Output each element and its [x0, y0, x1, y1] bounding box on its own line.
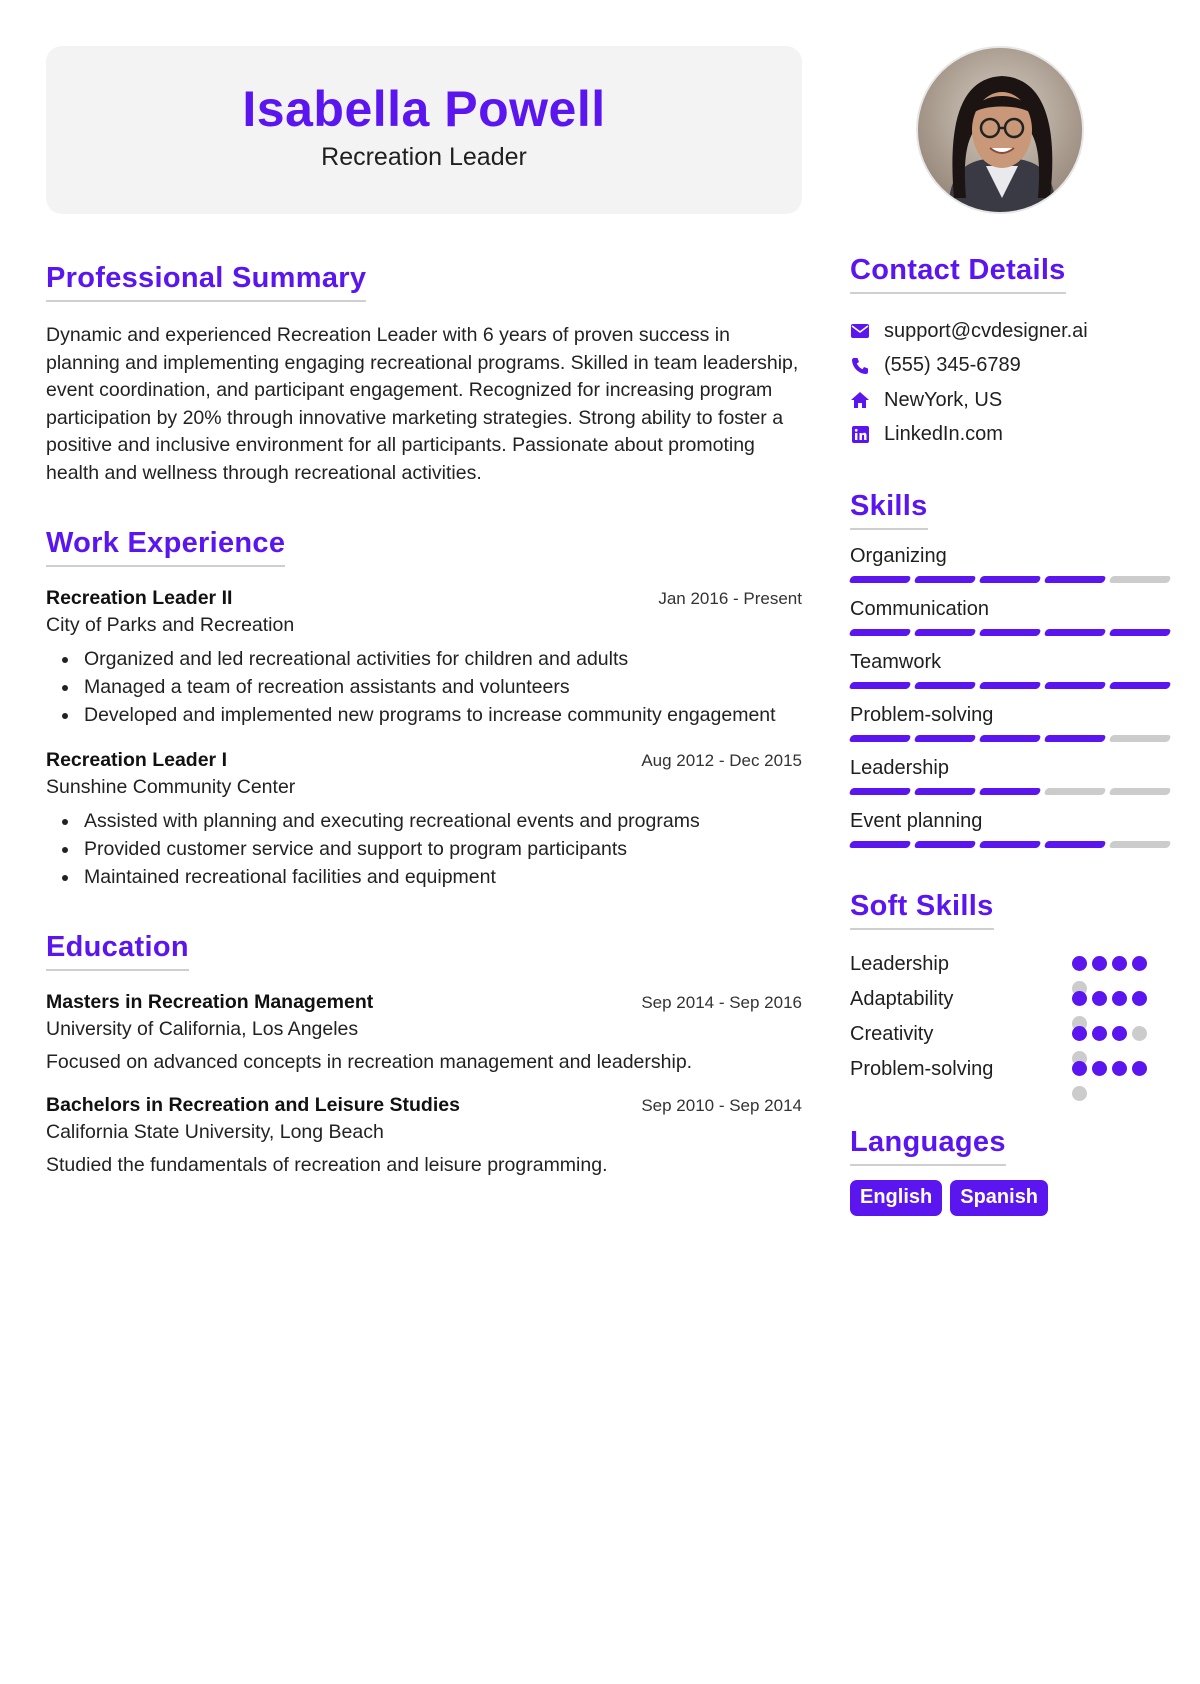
skill-level-bar — [850, 788, 1176, 795]
skill-level-segment — [1109, 841, 1172, 848]
soft-skill-item — [850, 1022, 1176, 1057]
skill-level-bar — [850, 735, 1176, 742]
linkedin-icon — [850, 425, 870, 445]
language-chip: Spanish — [950, 1180, 1048, 1216]
skill-level-segment — [1044, 788, 1107, 795]
skill-level-segment — [1109, 682, 1172, 689]
contact-linkedin-text: LinkedIn.com — [884, 423, 1003, 446]
language-chip: English — [850, 1180, 942, 1216]
soft-skill-item — [850, 952, 1176, 987]
skill-level-segment — [914, 735, 977, 742]
soft-skills-list — [850, 952, 1176, 1092]
rating-dot — [1132, 1026, 1147, 1041]
skill-level-segment — [849, 576, 912, 583]
languages-list — [850, 1180, 1176, 1216]
home-icon — [850, 390, 870, 410]
job-title: Recreation Leader I — [46, 749, 227, 771]
soft-skill-name: Problem-solving — [850, 1058, 994, 1080]
skill-level-segment — [979, 788, 1042, 795]
skill-level-segment — [849, 629, 912, 636]
rating-dot — [1072, 1061, 1087, 1076]
skill-level-segment — [1044, 576, 1107, 583]
skills-list — [850, 544, 1176, 848]
languages-section — [850, 1126, 1176, 1216]
job-bullet: Managed a team of recreation assistants and volunteers — [46, 673, 802, 701]
skill-level-segment — [849, 841, 912, 848]
job-bullets — [46, 645, 802, 729]
rating-dot — [1112, 1026, 1127, 1041]
skill-level-segment — [979, 629, 1042, 636]
rating-dot — [1072, 956, 1087, 971]
job-org: Sunshine Community Center — [46, 776, 296, 798]
skill-level-segment — [914, 788, 977, 795]
skill-level-segment — [979, 841, 1042, 848]
rating-dot — [1072, 991, 1087, 1006]
job-org: City of Parks and Recreation — [46, 614, 295, 636]
job-date: Jan 2016 - Present — [658, 589, 802, 608]
soft-skill-item — [850, 1057, 1176, 1092]
contact-email[interactable] — [850, 314, 1176, 349]
contact-list — [850, 314, 1176, 452]
job-date: Aug 2012 - Dec 2015 — [641, 751, 802, 770]
education-entry — [46, 991, 802, 1074]
job-bullets — [46, 807, 802, 891]
education-description: Studied the fundamentals of recreation and leisure programming. — [46, 1154, 608, 1176]
soft-skill-item — [850, 987, 1176, 1022]
rating-dot — [1092, 956, 1107, 971]
skill-name: Event planning — [850, 810, 983, 832]
skill-level-bar — [850, 841, 1176, 848]
job-entry — [46, 749, 802, 891]
skill-level-segment — [1109, 735, 1172, 742]
candidate-title: Recreation Leader — [321, 143, 527, 171]
skill-level-segment — [914, 629, 977, 636]
sidebar-content — [850, 254, 1176, 1216]
education-heading: Education — [46, 931, 189, 971]
job-bullet: Organized and led recreational activities for children and adults — [46, 645, 802, 673]
skill-level-bar — [850, 682, 1176, 689]
job-bullet: Assisted with planning and executing recreational events and programs — [46, 807, 802, 835]
soft-skills-heading: Soft Skills — [850, 890, 994, 930]
main-column — [46, 46, 802, 1177]
education-section — [46, 931, 802, 1177]
contact-heading: Contact Details — [850, 254, 1066, 294]
rating-dot — [1092, 1061, 1107, 1076]
contact-phone-text: (555) 345-6789 — [884, 354, 1021, 377]
contact-location — [850, 383, 1176, 418]
contact-section — [850, 254, 1176, 452]
school-name: California State University, Long Beach — [46, 1121, 384, 1143]
profile-photo — [916, 46, 1084, 214]
skill-level-segment — [914, 841, 977, 848]
education-date: Sep 2010 - Sep 2014 — [641, 1096, 802, 1115]
skills-heading: Skills — [850, 490, 928, 530]
summary-heading: Professional Summary — [46, 262, 366, 302]
skill-item — [850, 756, 1176, 795]
rating-dot — [1132, 991, 1147, 1006]
summary-text: Dynamic and experienced Recreation Leader with 6 years of proven success in planning and implementing engaging recreational programs. Skilled in team leadership, event coordination, and participant engagement. Recognized for increasing program participation by 20% through innovative marketing strategies. Strong ability to foster a positive and inclusive environment for all participants. Passionate about promoting health and wellness through recreational activities. — [46, 324, 799, 484]
rating-dot — [1092, 1026, 1107, 1041]
work-section — [46, 527, 802, 891]
skill-item — [850, 597, 1176, 636]
skill-item — [850, 703, 1176, 742]
soft-skill-name: Creativity — [850, 1023, 934, 1045]
languages-heading: Languages — [850, 1126, 1006, 1166]
education-date: Sep 2014 - Sep 2016 — [641, 993, 802, 1012]
rating-dot — [1132, 1061, 1147, 1076]
phone-icon — [850, 356, 870, 376]
contact-email-text: support@cvdesigner.ai — [884, 319, 1088, 342]
skill-name: Teamwork — [850, 651, 942, 673]
job-title: Recreation Leader II — [46, 587, 233, 609]
education-description: Focused on advanced concepts in recreation management and leadership. — [46, 1051, 693, 1073]
skill-level-segment — [1044, 735, 1107, 742]
job-bullet: Provided customer service and support to program participants — [46, 835, 802, 863]
skill-level-bar — [850, 629, 1176, 636]
summary-section — [46, 262, 802, 487]
skill-level-segment — [849, 788, 912, 795]
skill-level-segment — [979, 735, 1042, 742]
rating-dot — [1112, 1061, 1127, 1076]
skill-level-segment — [979, 576, 1042, 583]
envelope-icon — [850, 321, 870, 341]
rating-dot — [1132, 956, 1147, 971]
skill-level-segment — [1109, 576, 1172, 583]
school-name: University of California, Los Angeles — [46, 1018, 359, 1040]
skill-level-segment — [1109, 629, 1172, 636]
skill-level-segment — [914, 576, 977, 583]
skill-level-segment — [1044, 682, 1107, 689]
skill-level-segment — [849, 682, 912, 689]
skills-section — [850, 490, 1176, 848]
skill-name: Problem-solving — [850, 704, 994, 726]
education-entry — [46, 1094, 802, 1177]
rating-dot — [1072, 1026, 1087, 1041]
skill-item — [850, 544, 1176, 583]
degree-title: Masters in Recreation Management — [46, 991, 374, 1013]
skill-name: Leadership — [850, 757, 949, 779]
skill-item — [850, 650, 1176, 689]
contact-location-text: NewYork, US — [884, 388, 1003, 411]
skill-level-segment — [1044, 629, 1107, 636]
soft-skills-section — [850, 890, 1176, 1092]
skill-level-segment — [1109, 788, 1172, 795]
header-box — [46, 46, 802, 214]
contact-linkedin[interactable] — [850, 418, 1176, 453]
job-bullet: Maintained recreational facilities and equipment — [46, 863, 802, 891]
job-bullet: Developed and implemented new programs to increase community engagement — [46, 701, 802, 729]
candidate-name: Isabella Powell — [242, 81, 606, 137]
skill-level-segment — [979, 682, 1042, 689]
skill-name: Organizing — [850, 545, 947, 567]
rating-dot — [1112, 991, 1127, 1006]
skill-item — [850, 809, 1176, 848]
soft-skill-name: Leadership — [850, 953, 949, 975]
rating-dot — [1112, 956, 1127, 971]
rating-dot — [1072, 1086, 1087, 1101]
degree-title: Bachelors in Recreation and Leisure Studies — [46, 1094, 460, 1116]
skill-level-segment — [849, 735, 912, 742]
rating-dot — [1092, 991, 1107, 1006]
job-entry — [46, 587, 802, 729]
work-heading: Work Experience — [46, 527, 285, 567]
skill-name: Communication — [850, 598, 989, 620]
contact-phone[interactable] — [850, 349, 1176, 384]
skill-level-segment — [1044, 841, 1107, 848]
soft-skill-name: Adaptability — [850, 988, 954, 1010]
skill-level-segment — [914, 682, 977, 689]
skill-level-bar — [850, 576, 1176, 583]
